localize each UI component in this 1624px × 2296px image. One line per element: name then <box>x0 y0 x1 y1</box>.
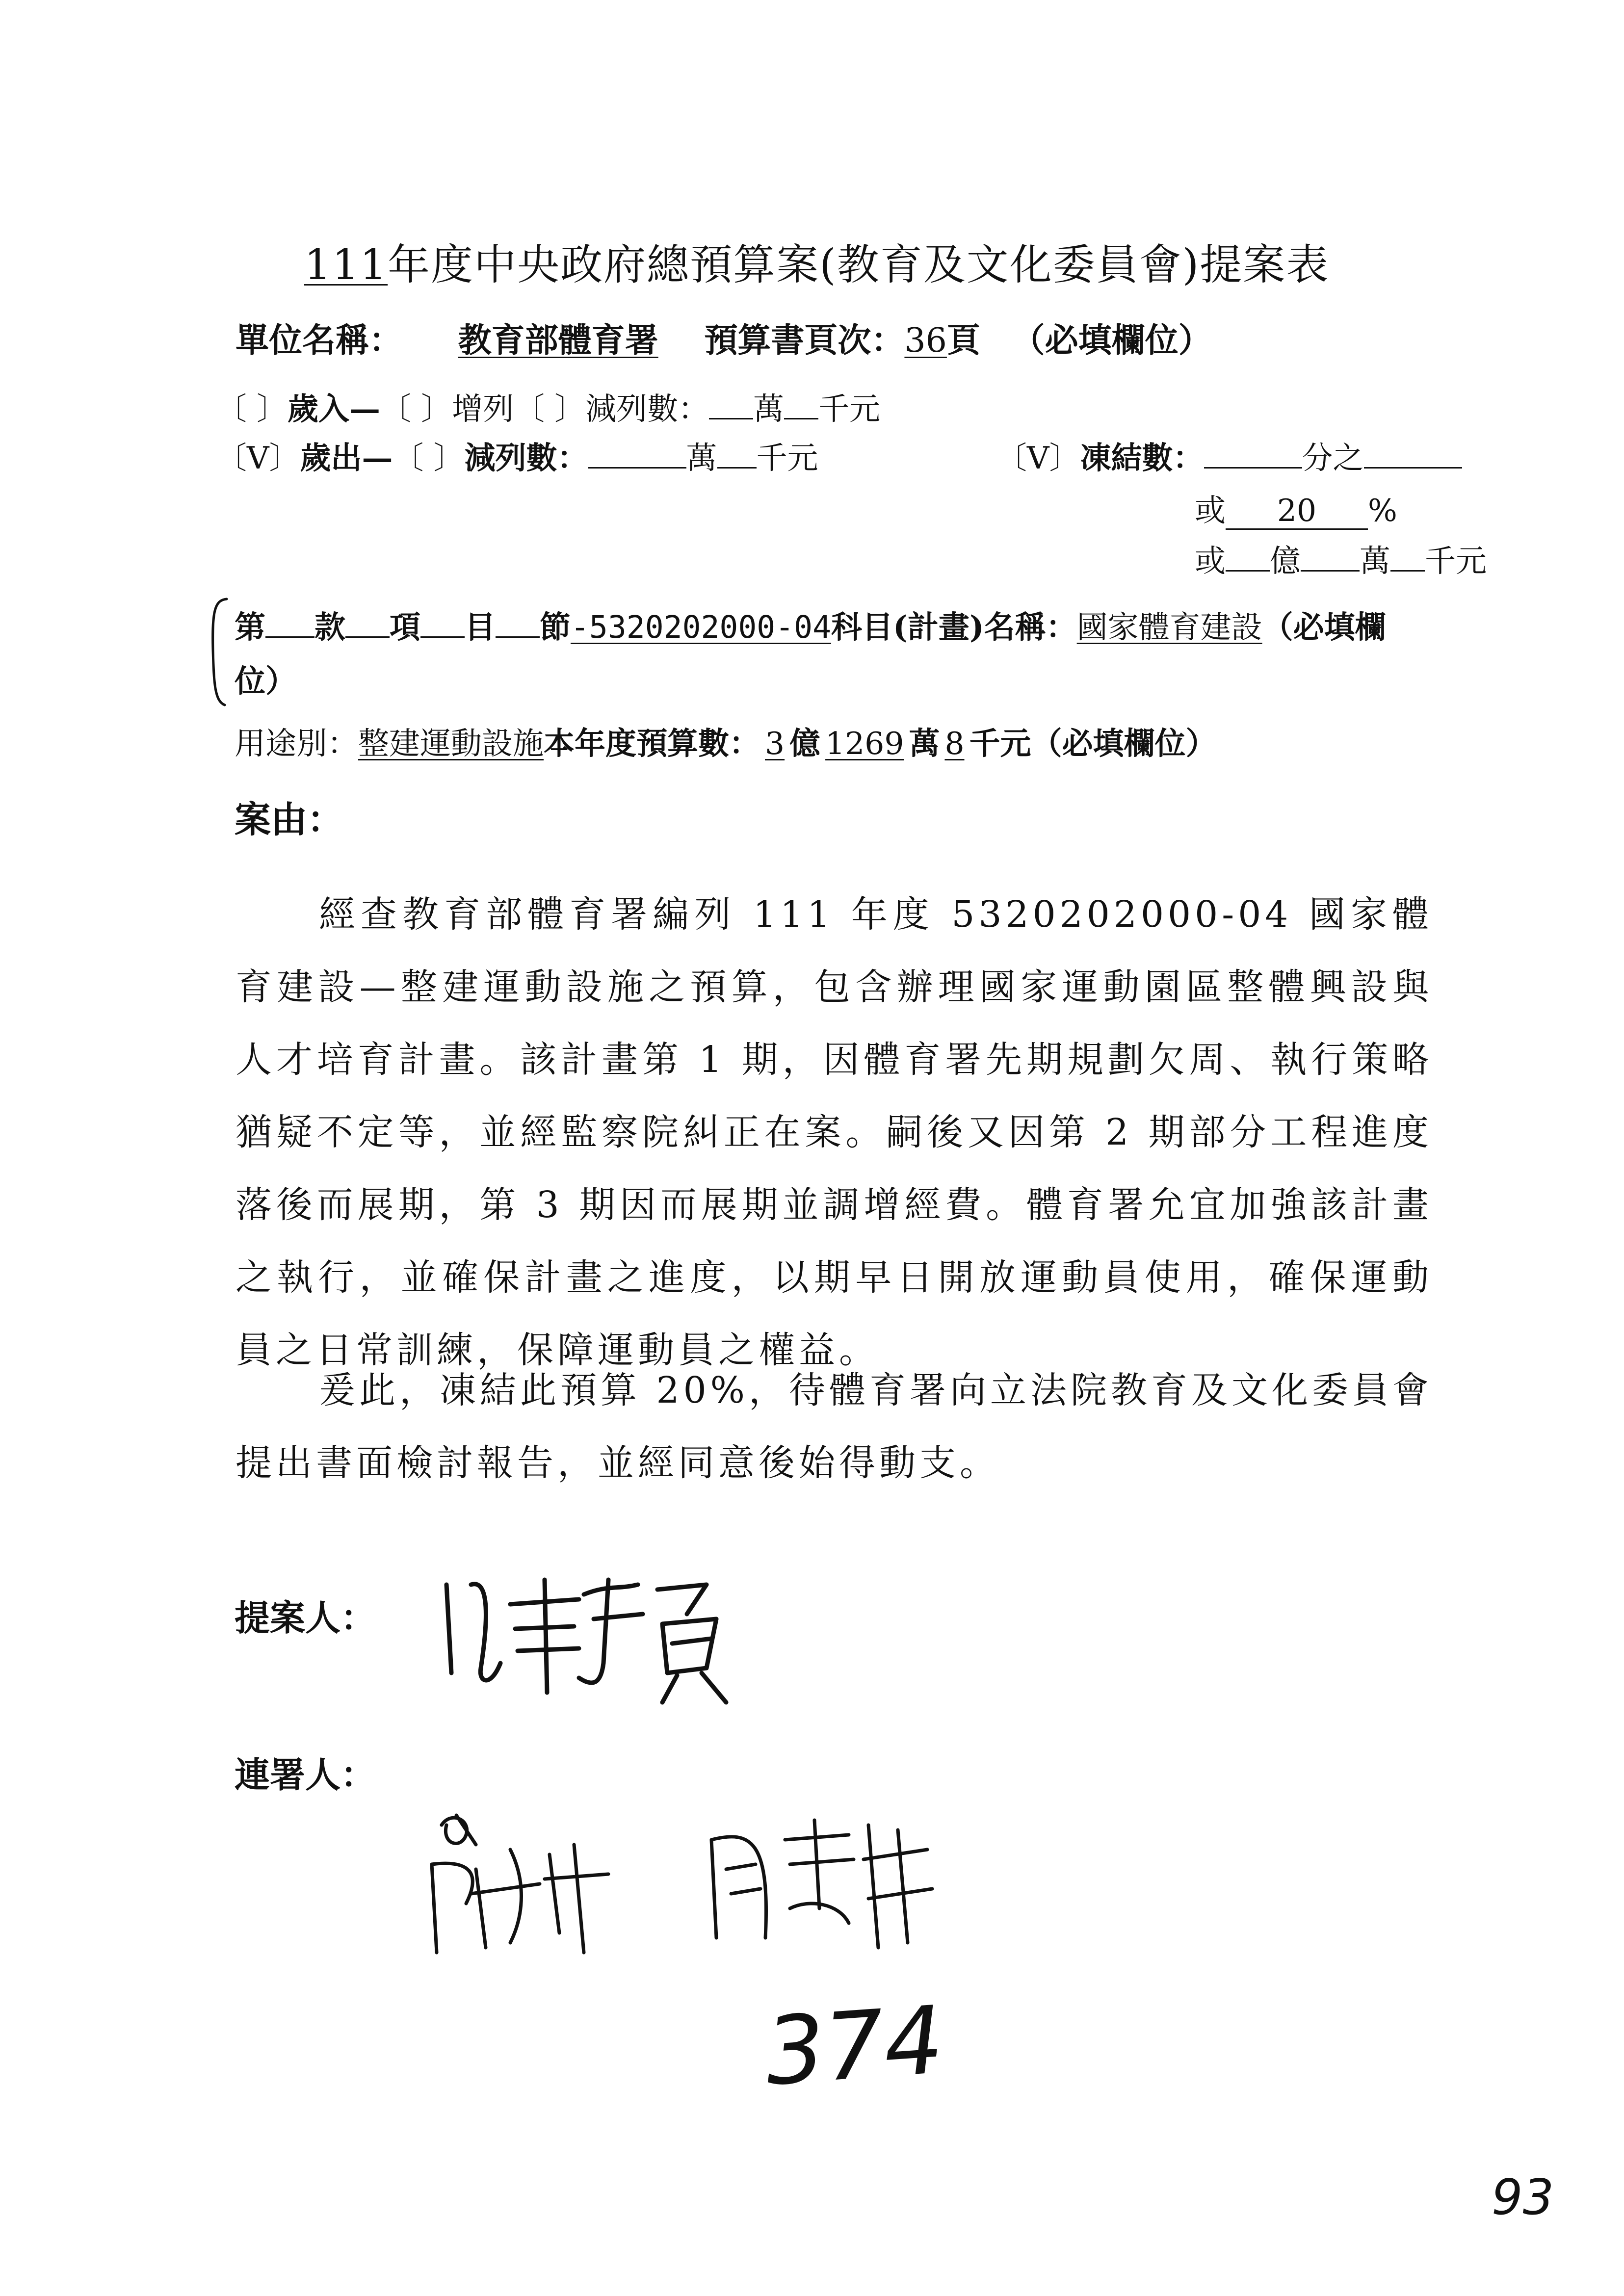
usage-label: 用途別： <box>235 726 358 761</box>
budget-yi: 億 <box>789 725 821 761</box>
page-value: 36 <box>904 321 947 360</box>
income-line <box>216 384 880 429</box>
income-cut-box: 〔 〕 <box>514 391 586 427</box>
budget-wan: 萬 <box>909 725 940 761</box>
freeze-label: 凍結數： <box>1080 440 1204 476</box>
unit-label: 單位名稱： <box>236 321 403 360</box>
percent-unit: % <box>1368 493 1397 528</box>
budget-label: 本年度預算數： <box>544 725 760 761</box>
income-wan: 萬 <box>753 391 785 427</box>
blank <box>588 439 686 469</box>
blank <box>1226 542 1270 572</box>
subject-required-note-cont: 位） <box>235 663 296 699</box>
subject-name-value: 國家體育建設 <box>1076 609 1262 645</box>
expense-qian-yuan: 千元 <box>756 440 818 476</box>
required-note: （必填欄位） <box>1011 321 1212 360</box>
subject-code: -5320202000-04 <box>571 609 832 645</box>
subject-jie: 節 <box>540 609 571 645</box>
fraction-text: 分之 <box>1302 440 1364 476</box>
blank <box>1390 542 1425 572</box>
freeze-block <box>996 433 1462 478</box>
percent-value: 20 <box>1226 493 1368 530</box>
cosigner-signature-1 <box>412 1805 638 1962</box>
usage-line <box>235 719 1217 763</box>
blank <box>1204 439 1302 469</box>
page-number: 93 <box>1492 2168 1554 2226</box>
subject-required-note: （必填欄 <box>1262 609 1386 645</box>
amount-line <box>1195 536 1487 581</box>
expense-cut-box: 〔 〕 <box>393 440 465 476</box>
handwritten-bracket <box>205 596 230 709</box>
freeze-box: 〔V〕 <box>996 440 1080 476</box>
page-label: 預算書頁次： <box>704 321 905 360</box>
expense-cut-label: 減列數： <box>464 440 588 476</box>
stamp-number: 374 <box>761 1985 947 2107</box>
subject-line <box>235 602 1386 647</box>
blank <box>1364 439 1462 469</box>
unit-line <box>236 314 1212 362</box>
title-text: 年度中央政府總預算案(教育及文化委員會)提案表 <box>388 240 1330 289</box>
budget-qian-yuan: 千元 <box>969 725 1031 761</box>
percent-line <box>1195 486 1397 530</box>
income-add-label: 增列 <box>452 391 514 427</box>
expense-box: 〔V〕 <box>216 440 300 476</box>
amount-qian-yuan: 千元 <box>1425 543 1487 579</box>
expense-wan: 萬 <box>686 440 717 476</box>
blank <box>496 608 540 638</box>
proposer-signature <box>432 1565 746 1712</box>
cosigner-label: 連署人： <box>235 1754 376 1796</box>
budget-yi-value: 3 <box>765 726 785 761</box>
usage-required-note: （必填欄位） <box>1031 725 1217 761</box>
blank <box>784 390 818 419</box>
amount-yi: 億 <box>1270 543 1301 579</box>
income-box: 〔 〕 <box>216 391 288 427</box>
income-cut-label: 減列數： <box>585 391 709 427</box>
unit-value: 教育部體育署 <box>458 321 658 360</box>
blank <box>717 439 757 469</box>
subject-di: 第 <box>235 609 265 645</box>
usage-value: 整建運動設施 <box>358 726 544 761</box>
expense-label: 歲出— <box>300 440 393 476</box>
income-add-box: 〔 〕 <box>380 391 452 427</box>
expense-line <box>216 433 818 478</box>
page-suffix: 頁 <box>946 321 980 360</box>
blank <box>1301 542 1360 572</box>
reason-paragraph-2: 爰此，凍結此預算 20%，待體育署向立法院教育及文化委員會提出書面檢討報告，並經同意後始得動支。 <box>236 1369 1433 1484</box>
amount-wan: 萬 <box>1360 543 1390 579</box>
title-year: 111 <box>304 240 388 289</box>
cosigner-signature-2 <box>692 1810 947 1957</box>
subject-mu: 目 <box>465 609 496 645</box>
proposer-label: 提案人： <box>235 1597 376 1639</box>
budget-qian-value: 8 <box>944 726 965 761</box>
blank <box>265 608 314 638</box>
form-title <box>304 231 1329 291</box>
blank <box>345 608 390 638</box>
blank <box>709 390 753 419</box>
budget-wan-value: 1269 <box>825 726 904 761</box>
amount-or: 或 <box>1195 543 1226 579</box>
blank <box>420 608 465 638</box>
subject-kuan: 款 <box>314 609 345 645</box>
subject-name-label: 科目(計畫)名稱： <box>831 609 1077 645</box>
income-label: 歲入— <box>288 391 381 427</box>
subject-xiang: 項 <box>390 609 420 645</box>
percent-or: 或 <box>1195 493 1226 528</box>
income-qian-yuan: 千元 <box>818 391 881 427</box>
reason-heading: 案由： <box>235 799 343 841</box>
reason-paragraph-1: 經查教育部體育署編列 111 年度 5320202000-04 國家體育建設—整建運動設施之預算，包含辦理國家運動園區整體興設與人才培育計畫。該計畫第 1 期，因體育署先期規劃欠周、執行策略猶疑不定等，並經監察院糾正在案。嗣後又因第 2 期部分工程進度落後而展期，第 3 期因而展期並調增經費。體育署允宜加強該計畫之執行，並確保計畫之進度，以期早日開放運動員使用，確保運動員之日常訓練，保障運動員之權益。 <box>236 893 1433 1371</box>
